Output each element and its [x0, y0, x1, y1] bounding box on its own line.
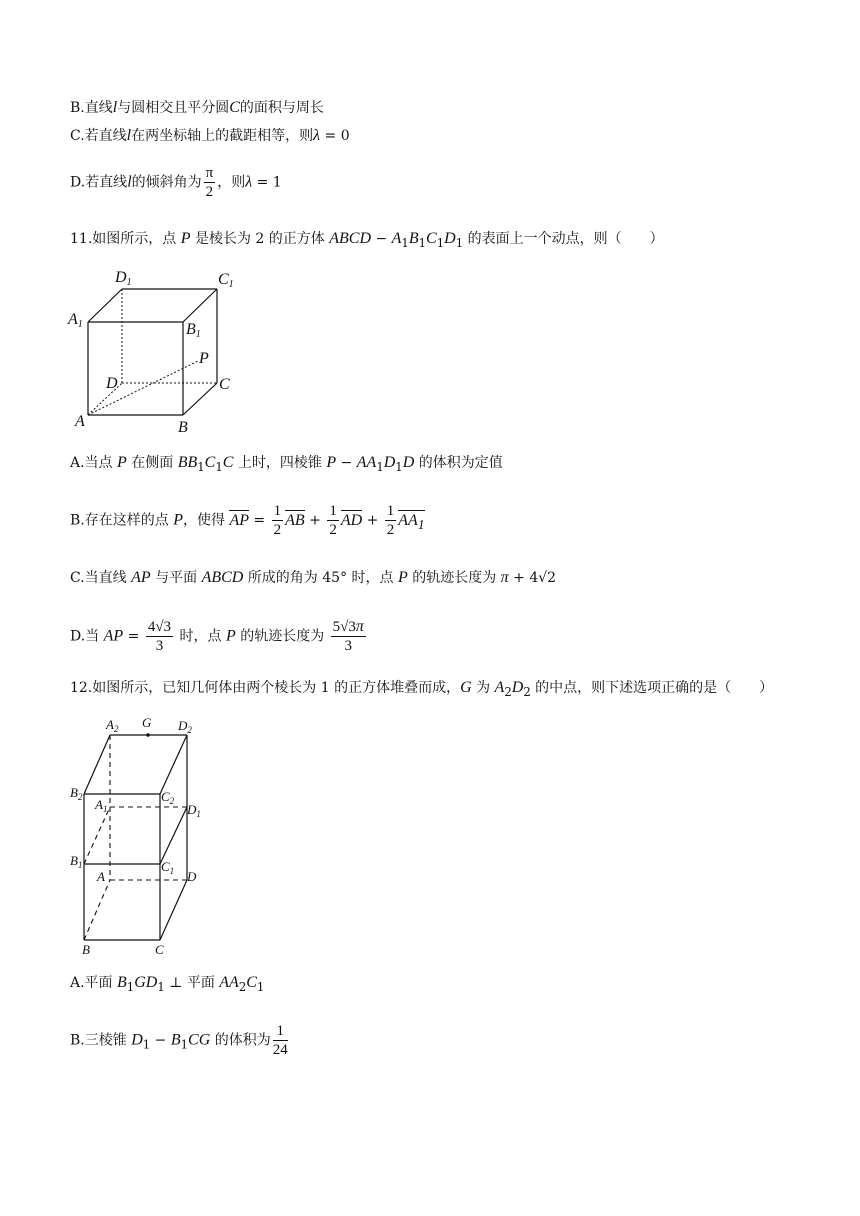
q10-option-d: D.若直线l的倾斜角为 $\frac{\pi}{2}$ ，则λ = 1 [70, 165, 282, 200]
q12-label-a: A [97, 869, 105, 884]
q11-label-c: C [219, 376, 230, 393]
q11-label-d1: D1 [115, 269, 132, 288]
q11-stem: 11.如图所示，点 P 是棱长为 2 的正方体 ABCD − $A_1B_1C_1D_1$ 的表面上一个动点，则（ ） [70, 230, 664, 250]
q10-option-c: C.若直线l在两坐标轴上的截距相等，则λ = 0 [70, 127, 350, 144]
q12-label-c1: $C_1$ [161, 859, 175, 876]
q11-cube-figure [60, 262, 260, 437]
q10-option-b-text: B.直线l与圆相交且平分圆C的面积与周长 [70, 99, 324, 116]
q12-label-c: C [155, 942, 164, 957]
q11-label-b: B [178, 419, 188, 436]
q11-label-d: D [106, 375, 118, 392]
q12-option-b: B.三棱锥 $D_1 - B_1CG$ 的体积为 $\frac{1}{24}$ [70, 1023, 288, 1058]
q11-label-a: A [75, 413, 85, 430]
q11-option-d: D.当 AP = $\frac{4√3}{3}$ 时，点 P 的轨迹长度为 $\frac{5√3\pi}{3}$ [70, 618, 364, 654]
q12-option-a: A.平面 $B_1GD_1$ ⊥ 平面 $AA_2C_1$ [70, 974, 265, 994]
q12-stacked-cubes-figure [60, 712, 210, 957]
q12-label-g: G [142, 715, 152, 730]
q11-option-b: B.存在这样的点 P，使得 AP = $\frac{1}{2}$ AB + $\frac{1}{2}$ AD + $\frac{1}{2}$ $AA_1$ [70, 503, 425, 538]
q11-label-a1: A1 [68, 311, 83, 330]
q12-label-d1: $D_1$ [187, 802, 201, 819]
q12-label-a2: $A_2$ [106, 717, 119, 734]
q11-label-b1: B1 [186, 321, 201, 340]
q12-label-d: D [187, 869, 197, 884]
q10-option-b [70, 98, 324, 118]
q12-label-c2: $C_2$ [161, 789, 175, 806]
q11-label-c1: C1 [218, 271, 234, 290]
q12-stem: 12.如图所示，已知几何体由两个棱长为 1 的正方体堆叠而成，G 为 $A_2D_2$ 的中点，则下述选项正确的是（ ） [70, 679, 774, 699]
q12-label-b: B [82, 942, 90, 957]
q11-label-p: P [199, 350, 209, 367]
q12-label-a1: $A_1$ [95, 797, 108, 814]
q11-option-a: A.当点 P 在侧面 $BB_1C_1C$ 上时，四棱锥 $P - AA_1D_1D$ 的体积为定值 [70, 454, 503, 474]
q12-label-b1: $B_1$ [70, 853, 83, 870]
q12-label-d2: $D_2$ [178, 718, 192, 735]
q11-option-c: C.当直线 AP 与平面 ABCD 所成的角为 45° 时，点 P 的轨迹长度为 π + 4√2 [70, 569, 557, 586]
q12-label-b2: $B_2$ [70, 785, 83, 802]
